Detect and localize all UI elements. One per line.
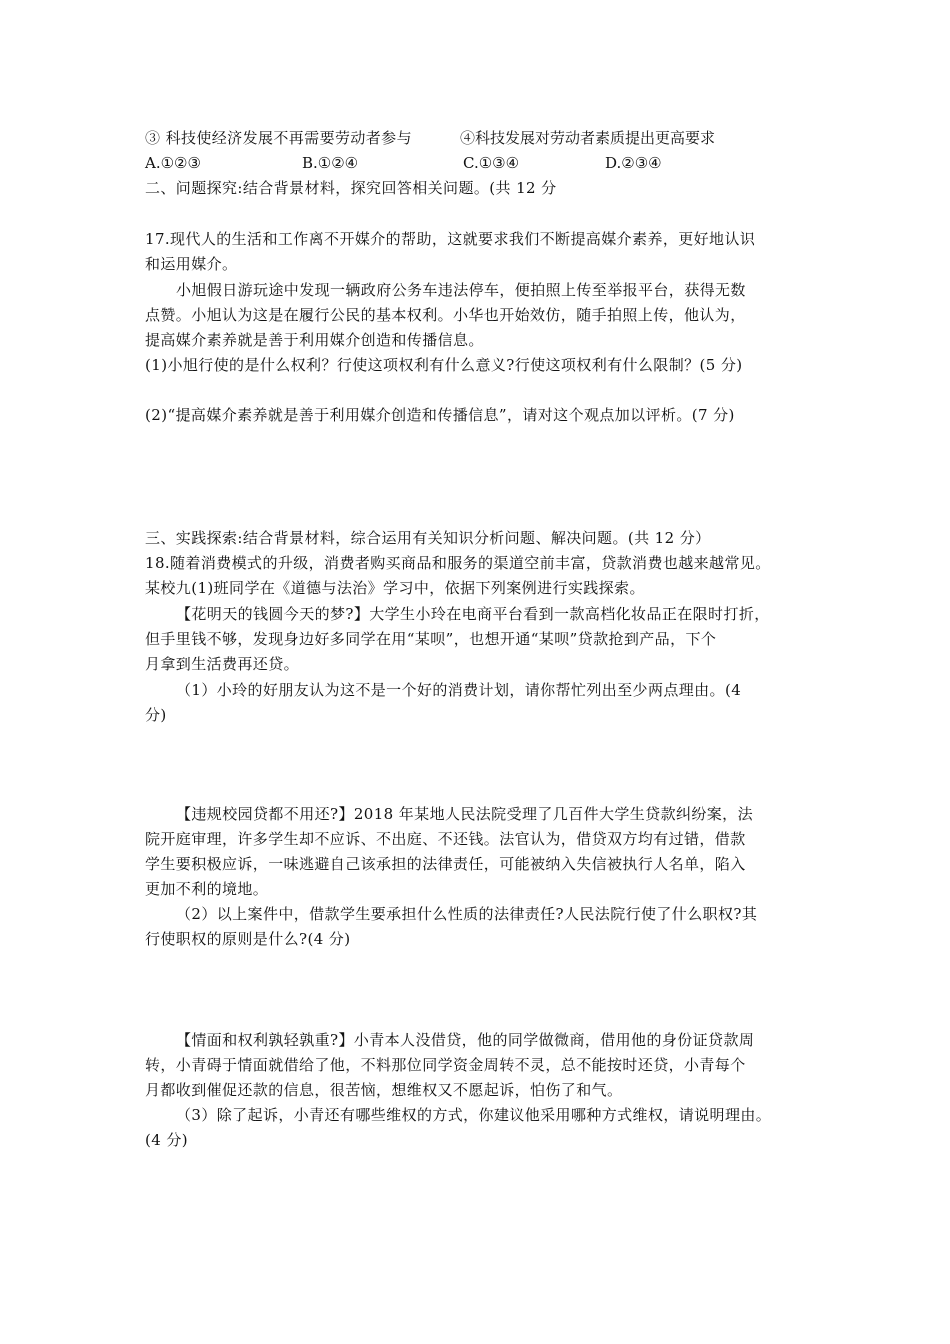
q18-case-2-line-1: 【违规校园贷都不用还?】2018 年某地人民法院受理了几百件大学生贷款纠纷案，法 [176,805,753,823]
section-3-heading: 三、实践探索:结合背景材料，综合运用有关知识分析问题、解决问题。(共 12 分） [145,529,711,547]
q16-option-a: A.①②③ [145,154,201,172]
q18-sub-question-2-line-1: （2）以上案件中，借款学生要承担什么性质的法律责任?人民法院行使了什么职权?其 [176,905,758,923]
q17-material-line-3: 提高媒介素养就是善于利用媒介创造和传播信息。 [145,331,484,349]
q18-case-3-line-3: 月都收到催促还款的信息，很苦恼，想维权又不愿起诉，怕伤了和气。 [145,1081,623,1099]
q17-intro-line-1: 17.现代人的生活和工作离不开媒介的帮助，这就要求我们不断提高媒介素养，更好地认识 [145,230,756,248]
q18-case-1-line-3: 月拿到生活费再还贷。 [145,655,300,673]
q16-option-b: B.①②④ [302,154,359,172]
q16-item-4: ④科技发展对劳动者素质提出更高要求 [460,129,716,147]
q18-sub-question-2-line-2: 行使职权的原则是什么?(4 分) [145,930,351,948]
q16-option-d: D.②③④ [605,154,662,172]
section-2-heading: 二、问题探究:结合背景材料，探究回答相关问题。(共 12 分 [145,179,557,197]
q18-case-2-line-4: 更加不利的境地。 [145,880,269,898]
q17-sub-question-2: (2)“提高媒介素养就是善于利用媒介创造和传播信息”，请对这个观点加以评析。(7 分) [145,406,735,424]
q17-sub-question-1: (1)小旭行使的是什么权利？行使这项权利有什么意义?行使这项权利有什么限制？(5 分) [145,356,743,374]
q18-sub-question-1-line-2: 分) [145,706,167,724]
q16-item-3: ③ 科技使经济发展不再需要劳动者参与 [145,129,412,147]
q18-intro-line-2: 某校九(1)班同学在《道德与法治》学习中，依据下列案例进行实践探索。 [145,579,645,597]
q18-sub-question-1-line-1: （1）小玲的好朋友认为这不是一个好的消费计划，请你帮忙列出至少两点理由。(4 [176,681,742,699]
q18-case-1-line-2: 但手里钱不够，发现身边好多同学在用“某呗”，也想开通“某呗”贷款抢到产品，下个 [145,630,717,648]
q18-case-1-line-1: 【花明天的钱圆今天的梦?】大学生小玲在电商平台看到一款高档化妆品正在限时打折， [176,605,770,623]
q17-material-line-1: 小旭假日游玩途中发现一辆政府公务车违法停车，便拍照上传至举报平台，获得无数 [176,281,746,299]
q18-case-2-line-2: 院开庭审理，许多学生却不应诉、不出庭、不还钱。法官认为，借贷双方均有过错，借款 [145,830,746,848]
q18-sub-question-3-line-2: (4 分) [145,1131,189,1149]
q18-case-2-line-3: 学生要积极应诉，一味逃避自己该承担的法律责任，可能被纳入失信被执行人名单，陷入 [145,855,746,873]
q18-sub-question-3-line-1: （3）除了起诉，小青还有哪些维权的方式，你建议他采用哪种方式维权，请说明理由。 [176,1106,772,1124]
q18-case-3-line-1: 【情面和权利孰轻孰重?】小青本人没借贷，他的同学做微商，借用他的身份证贷款周 [176,1031,755,1049]
q17-intro-line-2: 和运用媒介。 [145,255,238,273]
q17-material-line-2: 点赞。小旭认为这是在履行公民的基本权利。小华也开始效仿，随手拍照上传，他认为， [145,306,746,324]
q18-intro-line-1: 18.随着消费模式的升级，消费者购买商品和服务的渠道空前丰富，贷款消费也越来越常见。 [145,554,771,572]
q18-case-3-line-2: 转，小青碍于情面就借给了他，不料那位同学资金周转不灵，总不能按时还贷，小青每个 [145,1056,746,1074]
q16-option-c: C.①③④ [463,154,520,172]
